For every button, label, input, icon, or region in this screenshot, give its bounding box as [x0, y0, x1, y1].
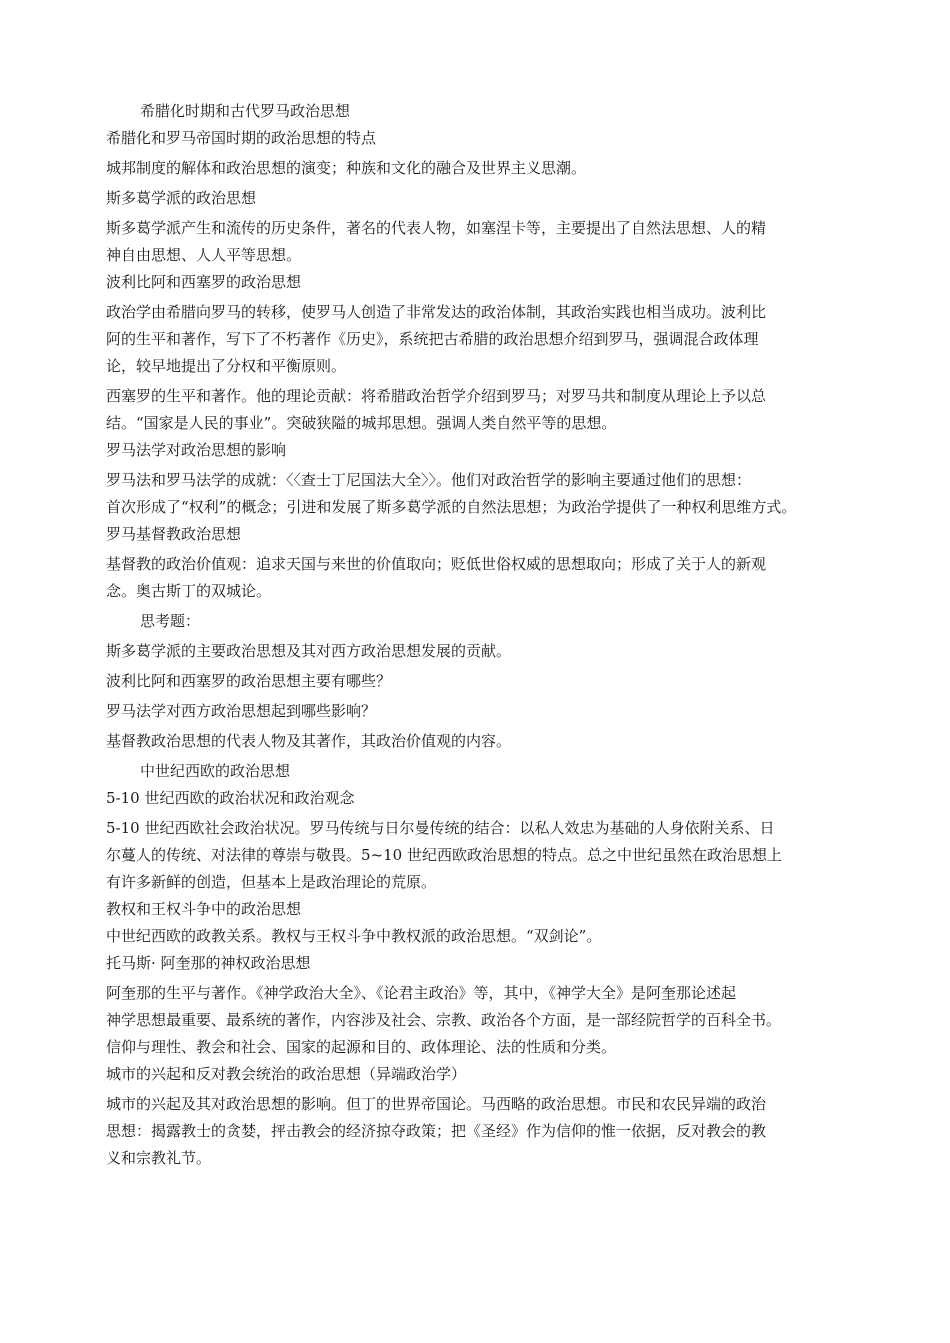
paragraph-line: 基督教的政治价值观：追求天国与来世的价值取向；贬低世俗权威的思想取向；形成了关于人的新观	[106, 555, 767, 573]
section-heading: 斯多葛学派的政治思想	[106, 189, 257, 207]
paragraph-line: 思想：揭露教士的贪婪，抨击教会的经济掠夺政策；把《圣经》作为信仰的惟一依据，反对教会的教	[106, 1122, 767, 1140]
paragraph-line: 义和宗教礼节。	[106, 1149, 212, 1167]
paragraph-line: 西塞罗的生平和著作。他的理论贡献：将希腊政治哲学介绍到罗马；对罗马共和制度从理论上予以总	[106, 387, 767, 405]
section-heading: 教权和王权斗争中的政治思想	[106, 900, 302, 918]
document-body	[106, 98, 846, 1172]
section-heading: 托马斯· 阿奎那的神权政治思想	[106, 954, 311, 972]
question-item: 波利比阿和西塞罗的政治思想主要有哪些？	[106, 672, 392, 690]
section-heading: 希腊化和罗马帝国时期的政治思想的特点	[106, 129, 377, 147]
paragraph-line: 论，较早地提出了分权和平衡原则。	[106, 357, 347, 375]
paragraph-line: 中世纪西欧的政教关系。教权与王权斗争中教权派的政治思想。“双剑论”。	[106, 927, 602, 945]
chapter-heading: 希腊化时期和古代罗马政治思想	[140, 102, 351, 120]
section-heading: 罗马法学对政治思想的影响	[106, 441, 287, 459]
paragraph-line: 念。奥古斯丁的双城论。	[106, 582, 272, 600]
paragraph-line: 城市的兴起及其对政治思想的影响。但丁的世界帝国论。马西略的政治思想。市民和农民异端的政治	[106, 1095, 767, 1113]
question-item: 基督教政治思想的代表人物及其著作，其政治价值观的内容。	[106, 732, 512, 750]
paragraph-line: 斯多葛学派产生和流传的历史条件，著名的代表人物，如塞涅卡等，主要提出了自然法思想、人的精	[106, 219, 767, 237]
paragraph-line: 政治学由希腊向罗马的转移，使罗马人创造了非常发达的政治体制，其政治实践也相当成功。波利比	[106, 303, 767, 321]
question-item: 罗马法学对西方政治思想起到哪些影响？	[106, 702, 377, 720]
paragraph-line: 神学思想最重要、最系统的著作，内容涉及社会、宗教、政治各个方面，是一部经院哲学的百科全书。	[106, 1011, 782, 1029]
paragraph-line: 5-10 世纪西欧社会政治状况。罗马传统与日尔曼传统的结合：以私人效忠为基础的人身依附关系、日	[106, 819, 775, 837]
paragraph-line: 尔蔓人的传统、对法律的尊崇与敬畏。5~10 世纪西欧政治思想的特点。总之中世纪虽然在政治思想上	[106, 846, 782, 864]
section-heading: 城市的兴起和反对教会统治的政治思想（异端政治学）	[106, 1065, 467, 1083]
section-heading: 5-10 世纪西欧的政治状况和政治观念	[106, 789, 355, 807]
chapter-heading: 中世纪西欧的政治思想	[140, 762, 291, 780]
question-item: 斯多葛学派的主要政治思想及其对西方政治思想发展的贡献。	[106, 642, 512, 660]
paragraph-line: 结。“国家是人民的事业”。突破狭隘的城邦思想。强调人类自然平等的思想。	[106, 414, 617, 432]
paragraph-line: 阿奎那的生平与著作。《神学政治大全》、《论君主政治》等，其中，《神学大全》是阿奎那论述起	[106, 984, 737, 1002]
questions-heading: 思考题：	[140, 612, 201, 630]
paragraph-line: 阿的生平和著作，写下了不朽著作《历史》，系统把古希腊的政治思想介绍到罗马，强调混合政体理	[106, 330, 759, 348]
paragraph-line: 有许多新鲜的创造，但基本上是政治理论的荒原。	[106, 873, 437, 891]
paragraph-line: 城邦制度的解体和政治思想的演变；种族和文化的融合及世界主义思潮。	[106, 159, 587, 177]
paragraph-line: 神自由思想、人人平等思想。	[106, 246, 302, 264]
paragraph-line: 信仰与理性、教会和社会、国家的起源和目的、政体理论、法的性质和分类。	[106, 1038, 617, 1056]
section-heading: 波利比阿和西塞罗的政治思想	[106, 273, 302, 291]
section-heading: 罗马基督教政治思想	[106, 525, 242, 543]
paragraph-line: 首次形成了“权利”的概念；引进和发展了斯多葛学派的自然法思想；为政治学提供了一种权利思维方式。	[106, 498, 797, 516]
paragraph-line: 罗马法和罗马法学的成就：〈〈查士丁尼国法大全〉〉。他们对政治哲学的影响主要通过他们的思想：	[106, 471, 752, 489]
